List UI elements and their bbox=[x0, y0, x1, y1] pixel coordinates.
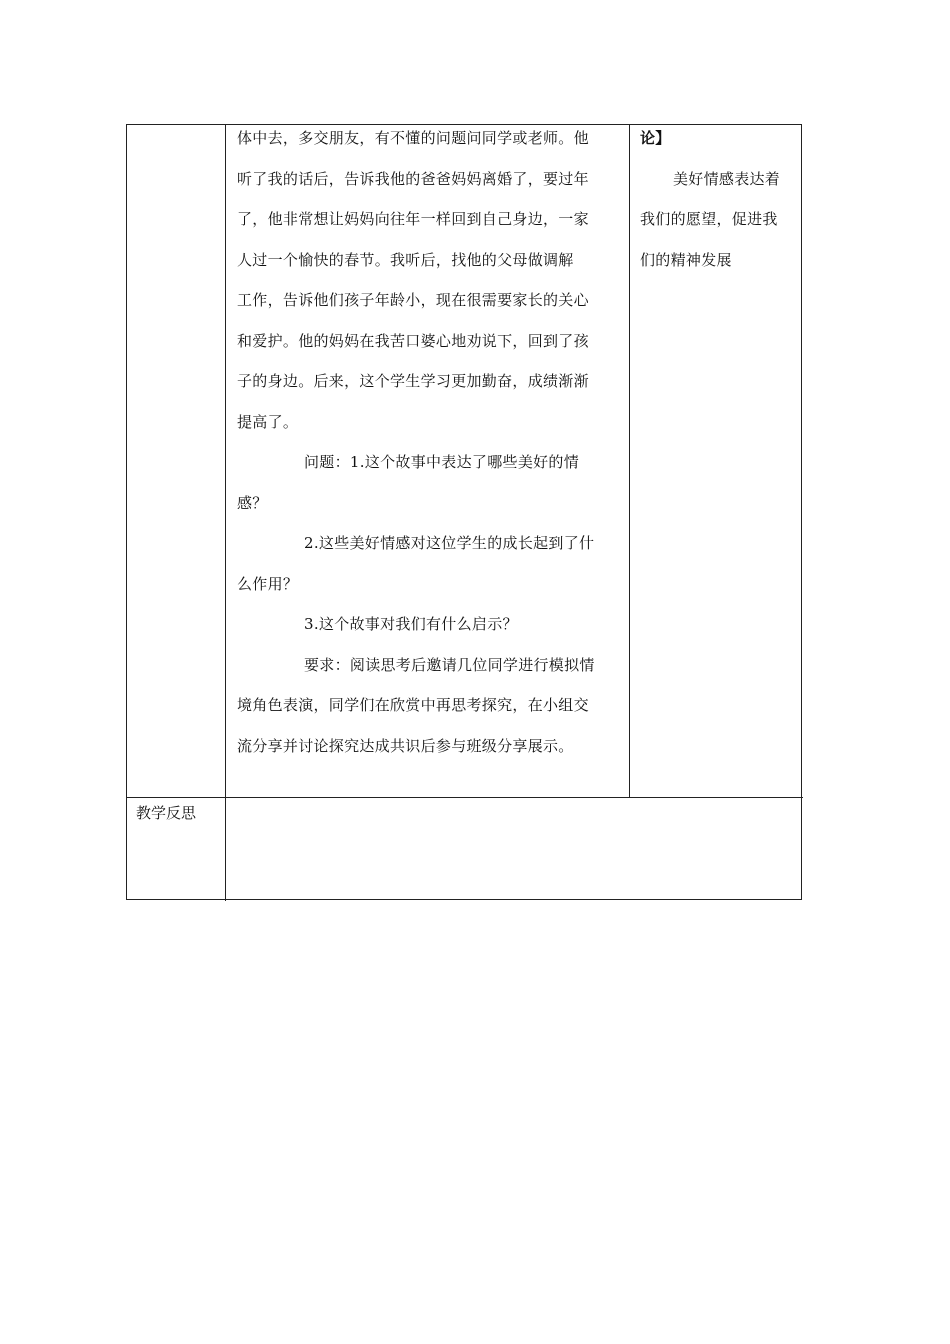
text-line: 工作，告诉他们孩子年龄小，现在很需要家长的关心 bbox=[237, 291, 589, 309]
teaching-reflection-label: 教学反思 bbox=[136, 804, 197, 822]
text-line: 境角色表演，同学们在欣赏中再思考探究，在小组交 bbox=[237, 696, 589, 714]
text-line: 流分享并讨论探究达成共识后参与班级分享展示。 bbox=[237, 736, 574, 755]
text-line: 听了我的话后，告诉我他的爸爸妈妈离婚了，要过年 bbox=[237, 169, 589, 188]
question-1: 问题：1.这个故事中表达了哪些美好的情 bbox=[304, 453, 580, 471]
activity-content-cell bbox=[237, 118, 595, 766]
column-divider-right bbox=[629, 125, 630, 797]
question-3: 3.这个故事对我们有什么启示？ bbox=[304, 615, 518, 633]
conclusion-heading: 论】 bbox=[640, 129, 671, 147]
column-divider-left bbox=[225, 125, 226, 901]
row-divider bbox=[127, 797, 803, 798]
text-line: 体中去，多交朋友，有不懂的问题问同学或老师。他 bbox=[237, 129, 589, 147]
text-line: 么作用？ bbox=[237, 574, 299, 593]
text-line: 美好情感表达着 bbox=[673, 169, 781, 188]
text-line: 人过一个愉快的春节。我听后，找他的父母做调解 bbox=[237, 250, 574, 269]
question-2: 2.这些美好情感对这位学生的成长起到了什 bbox=[304, 534, 595, 552]
text-line: 感？ bbox=[237, 493, 268, 512]
text-line: 和爱护。他的妈妈在我苦口婆心地劝说下，回到了孩 bbox=[237, 331, 589, 350]
text-line: 提高了。 bbox=[237, 412, 299, 431]
text-line: 了，他非常想让妈妈向往年一样回到自己身边，一家 bbox=[237, 210, 589, 228]
lesson-table bbox=[126, 124, 802, 900]
design-intent-cell bbox=[640, 118, 780, 280]
text-line: 子的身边。后来，这个学生学习更加勤奋，成绩渐渐 bbox=[237, 372, 589, 390]
text-line: 我们的愿望，促进我 bbox=[640, 210, 778, 228]
requirement: 要求：阅读思考后邀请几位同学进行模拟情 bbox=[304, 655, 595, 674]
text-line: 们的精神发展 bbox=[640, 250, 732, 269]
